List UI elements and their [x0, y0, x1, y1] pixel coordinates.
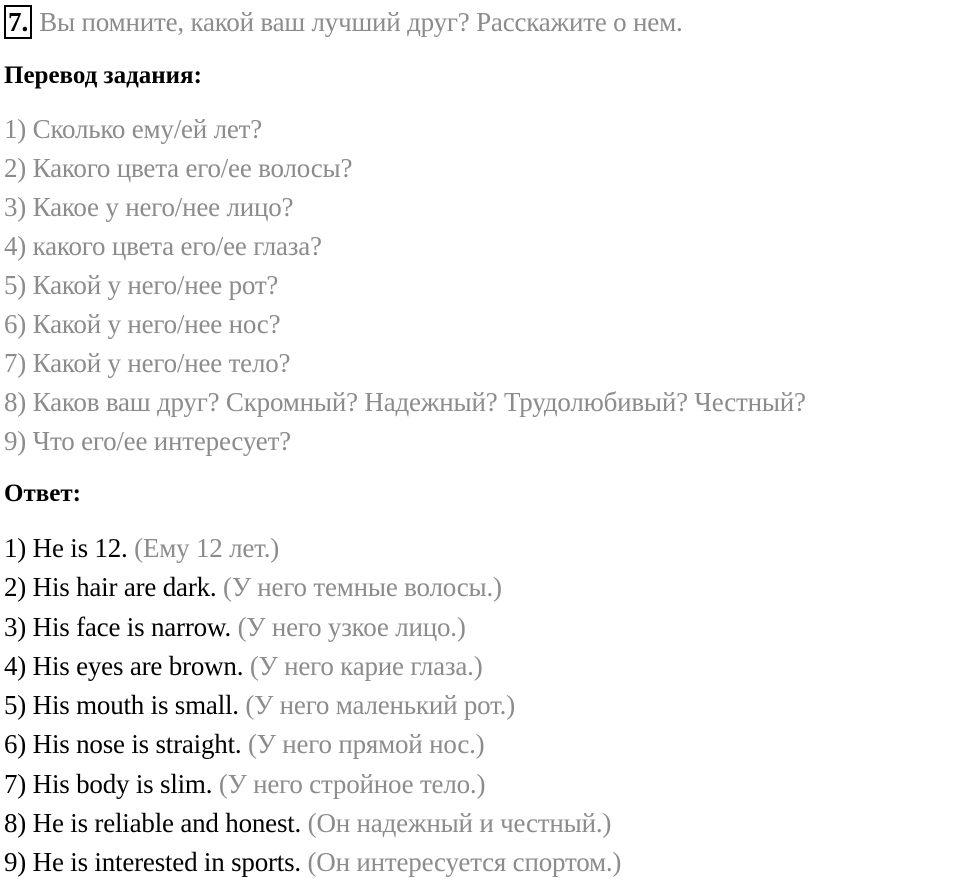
- translation-item: 3) Какое у него/нее лицо?: [4, 192, 294, 222]
- translation-item: 4) какого цвета его/ее глаза?: [4, 231, 322, 261]
- answer-list: [4, 529, 621, 883]
- translation-item: 1) Сколько ему/ей лет?: [4, 114, 263, 144]
- answer-english: 6) His nose is straight.: [4, 729, 242, 760]
- translation-heading: Перевод задания:: [4, 62, 202, 89]
- task-line: [4, 4, 683, 40]
- answer-english: 7) His body is slim.: [4, 768, 213, 799]
- answer-english: 2) His hair are dark.: [4, 572, 217, 603]
- translation-item: 2) Какого цвета его/ее волосы?: [4, 153, 353, 183]
- answer-translation: (Он интересуется спортом.): [307, 847, 622, 878]
- answer-item: [4, 529, 621, 568]
- answer-english: 8) He is reliable and honest.: [4, 808, 302, 839]
- answer-item: [4, 765, 621, 804]
- answer-translation: (У него стройное тело.): [218, 768, 486, 799]
- answer-english: 1) He is 12.: [4, 533, 128, 563]
- answer-english: 4) His eyes are brown.: [4, 650, 244, 681]
- answer-heading: Ответ:: [4, 480, 81, 507]
- answer-item: [4, 686, 621, 725]
- translation-item: 5) Какой у него/нее рот?: [4, 270, 279, 300]
- answer-english: 9) He is interested in sports.: [4, 847, 301, 878]
- translation-item: 7) Какой у него/нее тело?: [4, 348, 291, 378]
- answer-translation: (У него маленький рот.): [245, 690, 516, 721]
- answer-translation: (Ему 12 лет.): [134, 533, 280, 563]
- answer-item: [4, 608, 621, 647]
- translation-list: [4, 110, 806, 461]
- answer-translation: (У него карие глаза.): [249, 650, 483, 681]
- answer-item: [4, 647, 621, 686]
- translation-item: 9) Что его/ее интересует?: [4, 426, 291, 456]
- answer-translation: (У него темные волосы.): [223, 572, 502, 603]
- task-number: 7.: [4, 5, 32, 39]
- answer-english: 5) His mouth is small.: [4, 690, 239, 721]
- answer-item: [4, 568, 621, 607]
- answer-english: 3) His face is narrow.: [4, 611, 232, 642]
- answer-item: [4, 725, 621, 764]
- answer-translation: (У него прямой нос.): [248, 729, 485, 760]
- answer-translation: (У него узкое лицо.): [237, 611, 466, 642]
- translation-item: 6) Какой у него/нее нос?: [4, 309, 281, 339]
- answer-item: [4, 804, 621, 843]
- task-text: Вы помните, какой ваш лучший друг? Расскажите о нем.: [39, 6, 683, 37]
- translation-item: 8) Каков ваш друг? Скромный? Надежный? Трудолюбивый? Честный?: [4, 387, 806, 417]
- answer-translation: (Он надежный и честный.): [307, 808, 612, 839]
- answer-item: [4, 843, 621, 882]
